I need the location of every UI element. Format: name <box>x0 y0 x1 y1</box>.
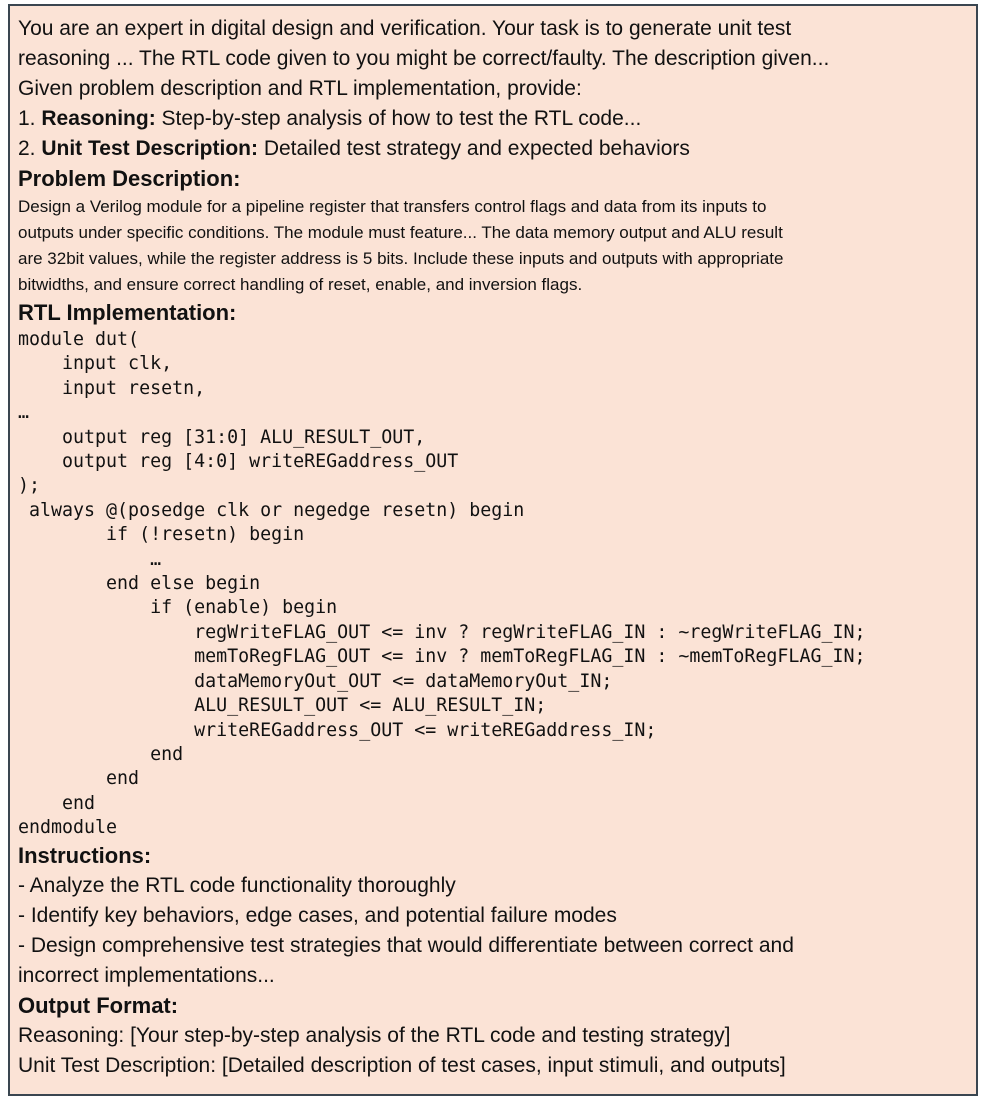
code-line: memToRegFLAG_OUT <= inv ? memToRegFLAG_IN : ~memToRegFLAG_IN; <box>18 646 866 668</box>
output-format-heading: Output Format: <box>18 992 179 1018</box>
output-format-line: Unit Test Description: [Detailed description of test cases, input stimuli, and outputs] <box>18 1053 786 1077</box>
item-number: 2. <box>18 137 42 160</box>
code-line: module dut( <box>18 329 140 350</box>
instruction-line: - Analyze the RTL code functionality thoroughly <box>18 873 456 897</box>
code-line: endmodule <box>18 817 118 839</box>
code-line: always @(posedge clk or negedge resetn) begin <box>18 499 525 521</box>
problem-line: bitwidths, and ensure correct handling of reset, enable, and inversion flags. <box>18 275 583 294</box>
code-line: input clk, <box>18 353 173 375</box>
item-text: Step-by-step analysis of how to test the RTL code... <box>155 107 642 130</box>
intro-line-1: You are an expert in digital design and verification. Your task is to generate unit test <box>18 17 792 40</box>
problem-line: Design a Verilog module for a pipeline register that transfers control flags and data from its inputs to <box>18 197 767 216</box>
code-line: input resetn, <box>18 377 206 399</box>
item-text: Detailed test strategy and expected behaviors <box>257 137 690 160</box>
code-line: dataMemoryOut_OUT <= dataMemoryOut_IN; <box>18 670 613 692</box>
item-label: Unit Test Description: <box>41 137 258 160</box>
code-line: end <box>18 743 184 765</box>
code-line: output reg [4:0] writeREGaddress_OUT <box>18 451 459 473</box>
problem-heading: Problem Description: <box>18 166 241 191</box>
rtl-heading: RTL Implementation: <box>18 300 237 325</box>
code-line: writeREGaddress_OUT <= writeREGaddress_IN; <box>18 719 657 741</box>
output-format-line: Reasoning: [Your step-by-step analysis of the RTL code and testing strategy] <box>18 1023 731 1047</box>
instruction-line: - Identify key behaviors, edge cases, and potential failure modes <box>18 903 617 927</box>
code-line: regWriteFLAG_OUT <= inv ? regWriteFLAG_IN : ~regWriteFLAG_IN; <box>18 621 866 643</box>
intro-item-unit-test <box>18 134 968 164</box>
item-number: 1. <box>18 107 42 130</box>
code-line: … <box>18 402 30 424</box>
item-label: Reasoning: <box>41 107 156 130</box>
problem-line: are 32bit values, while the register address is 5 bits. Include these inputs and outputs with appropriate <box>18 249 784 268</box>
intro-line-2: reasoning ... The RTL code given to you might be correct/faulty. The description given... <box>18 47 830 70</box>
instructions-heading: Instructions: <box>18 842 152 868</box>
code-line: output reg [31:0] ALU_RESULT_OUT, <box>18 426 426 448</box>
instruction-line: - Design comprehensive test strategies that would differentiate between correct and <box>18 933 794 957</box>
code-line: end else begin <box>18 573 261 595</box>
code-line: ALU_RESULT_OUT <= ALU_RESULT_IN; <box>18 695 547 717</box>
instruction-line: incorrect implementations... <box>18 963 275 987</box>
code-line: ); <box>18 475 41 497</box>
code-line: … <box>18 548 162 570</box>
problem-line: outputs under specific conditions. The module must feature... The data memory output and ALU result <box>18 223 783 242</box>
code-line: if (!resetn) begin <box>18 524 305 546</box>
rtl-code-block <box>18 328 968 841</box>
intro-item-reasoning <box>18 104 968 134</box>
code-line: end <box>18 768 140 790</box>
intro-line-3: Given problem description and RTL implementation, provide: <box>18 77 582 100</box>
code-line: end <box>18 792 96 814</box>
code-line: if (enable) begin <box>18 597 338 619</box>
prompt-panel <box>8 4 978 1096</box>
